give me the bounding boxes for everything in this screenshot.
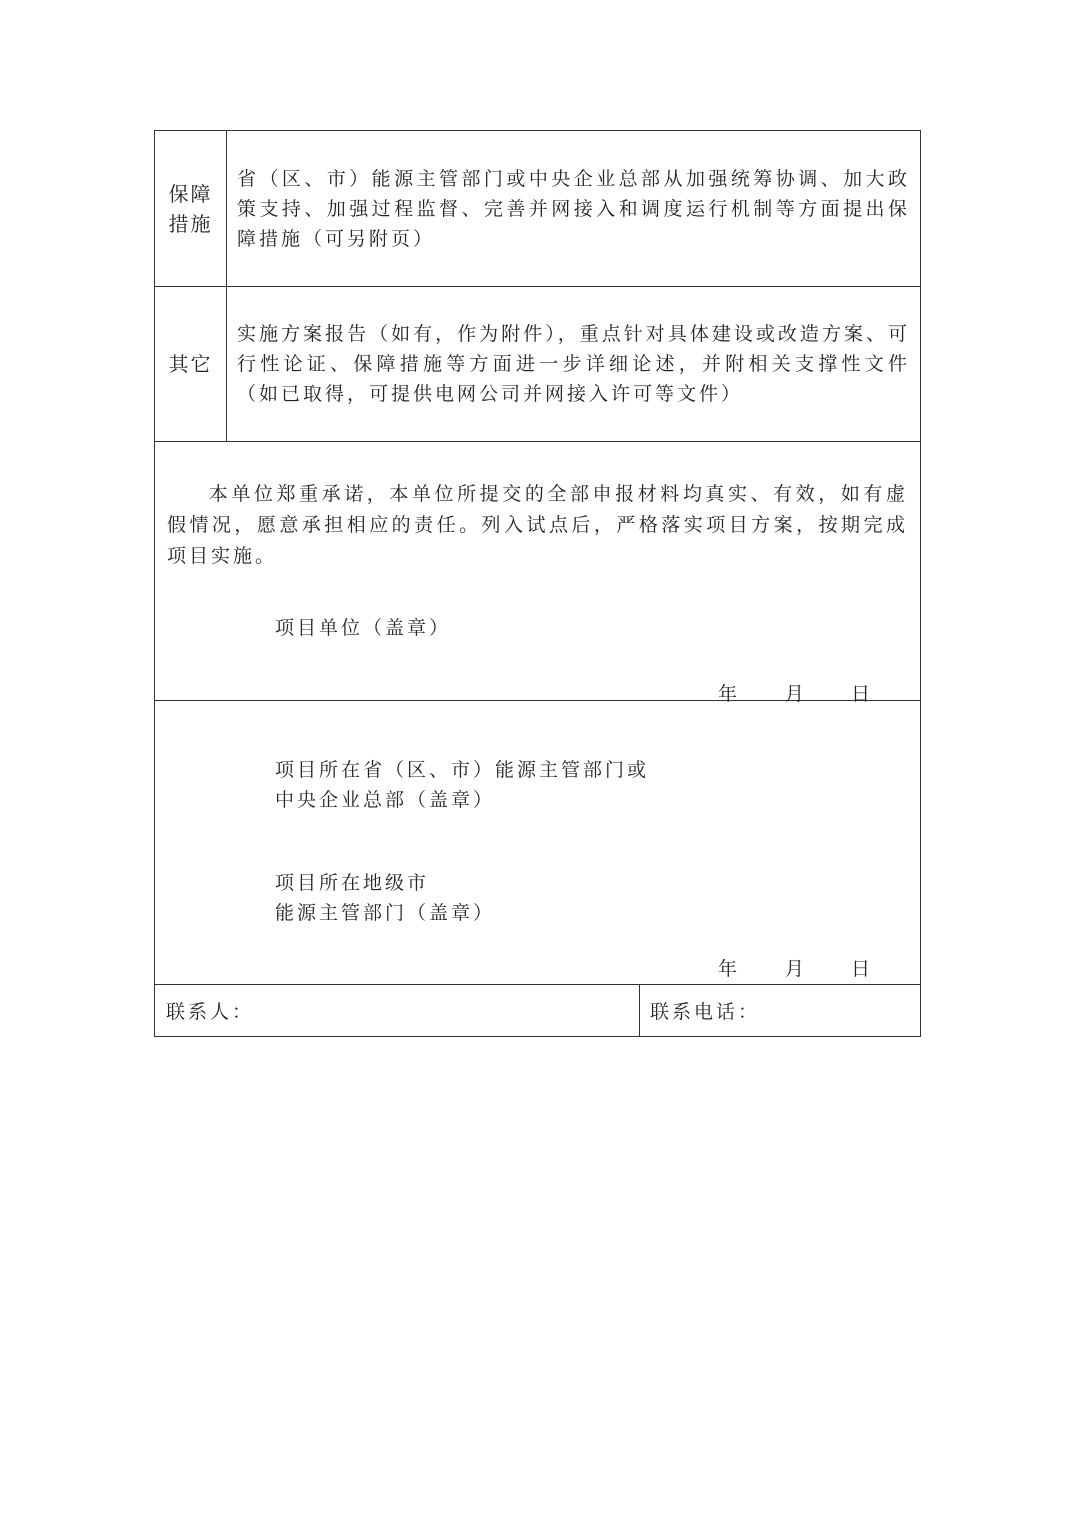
contact-phone-cell[interactable] (640, 985, 920, 1036)
approval-date-day: 日 (851, 958, 871, 980)
pledge-row (155, 442, 920, 705)
contact-person-cell[interactable] (155, 985, 640, 1036)
other-label-cell (155, 287, 227, 441)
city-authority-line-1: 项目所在地级市 (275, 872, 430, 894)
safeguard-measures-label-cell (155, 131, 227, 286)
safeguard-measures-label: 保障措施 (168, 181, 213, 236)
contact-phone-label: 联系电话： (650, 1001, 761, 1023)
pledge-text: 本单位郑重承诺，本单位所提交的全部申报材料均真实、有效，如有虚假情况，愿意承担相应的责任。列入试点后，严格落实项目方案，按期完成项目实施。 (167, 483, 908, 567)
province-authority-line-1: 项目所在省（区、市）能源主管部门或 (275, 759, 650, 781)
other-label: 其它 (168, 352, 213, 376)
application-form-table (154, 130, 921, 1037)
pledge-date-year: 年 (718, 683, 738, 705)
other-content-cell (237, 287, 910, 441)
approval-date-year: 年 (718, 958, 738, 980)
pledge-date-month: 月 (785, 683, 805, 705)
other-content: 实施方案报告（如有，作为附件），重点针对具体建设或改造方案、可行性论证、保障措施等方面进一步详细论述，并附相关支撑性文件（如已取得，可提供电网公司并网接入许可等文件） (237, 323, 910, 405)
province-authority-line-2: 中央企业总部（盖章） (275, 789, 496, 811)
approval-date (718, 957, 881, 981)
safeguard-measures-content: 省（区、市）能源主管部门或中央企业总部从加强统筹协调、加大政策支持、加强过程监督、完善并网接入和调度运行机制等方面提出保障措施（可另附页） (237, 167, 910, 250)
approval-date-month: 月 (785, 958, 805, 980)
safeguard-measures-content-cell (237, 131, 910, 286)
approval-row (155, 701, 920, 985)
project-unit-seal-label: 项目单位（盖章） (275, 617, 452, 639)
contact-row (155, 985, 920, 1036)
pledge-date-day: 日 (851, 683, 871, 705)
safeguard-measures-row (155, 131, 920, 287)
city-authority-line-2: 能源主管部门（盖章） (275, 902, 496, 924)
other-row (155, 287, 920, 442)
contact-person-label: 联系人： (166, 1001, 255, 1023)
